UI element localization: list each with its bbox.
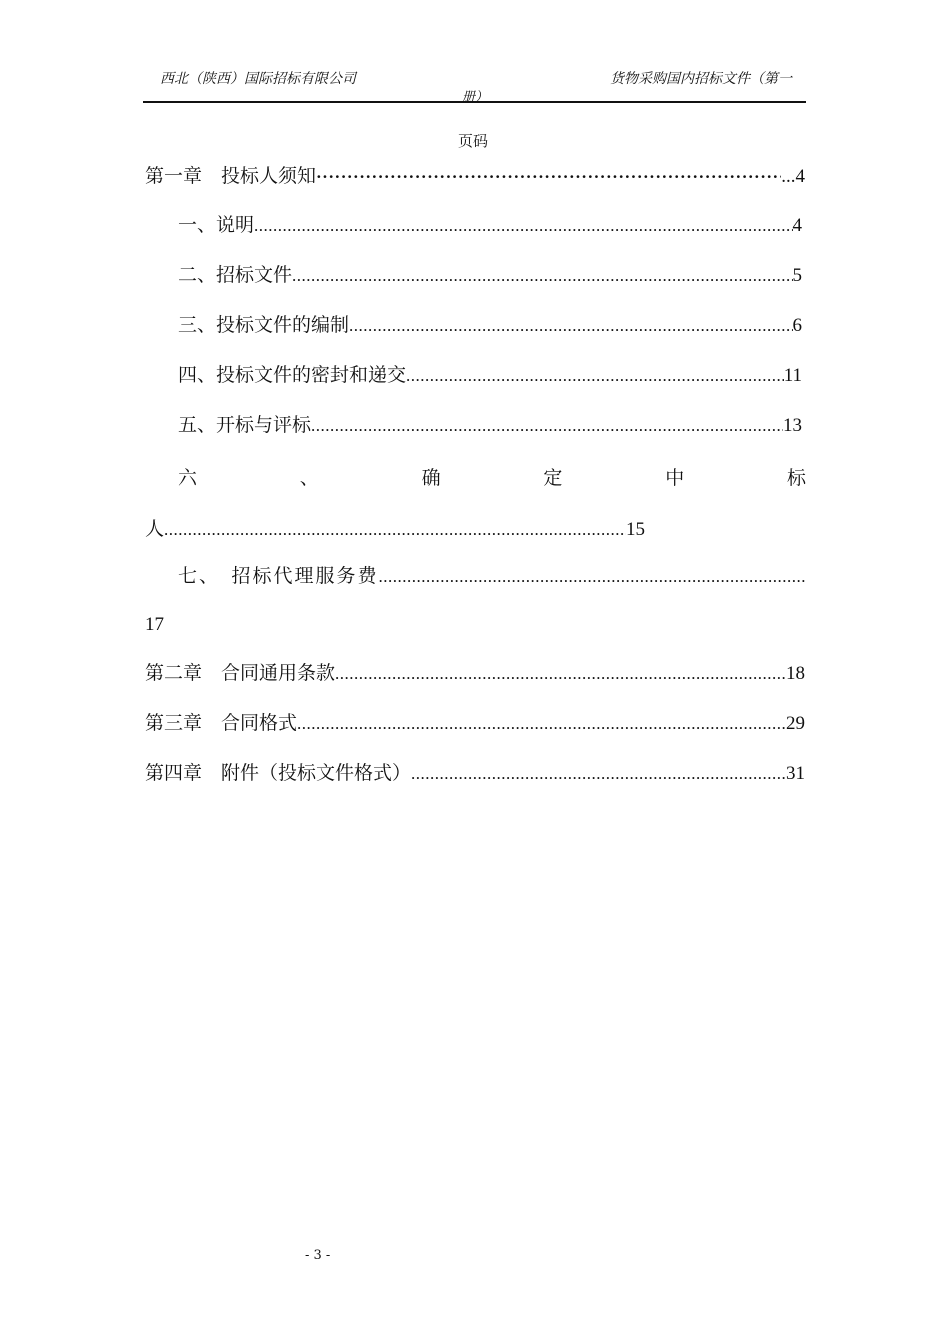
toc-entry-section-6-continuation[interactable]	[145, 514, 645, 541]
toc-entry-page: 15	[626, 519, 645, 540]
toc-entry-page: 5	[792, 265, 802, 286]
toc-entry-page: 11	[783, 365, 802, 386]
toc-leader	[297, 712, 786, 736]
toc-entry-char: 中	[665, 467, 685, 489]
toc-entry-char: 标	[786, 467, 806, 489]
toc-entry-title: 人	[145, 518, 165, 540]
page-footer-number: - 3 -	[305, 1248, 331, 1263]
toc-leader	[379, 565, 806, 589]
toc-entry-section-4[interactable]	[178, 363, 802, 388]
toc-entry-page: 17	[145, 614, 164, 635]
toc-entry-section-3[interactable]	[178, 313, 802, 338]
header-company: 西北（陕西）国际招标有限公司	[160, 71, 356, 87]
toc-entry-chapter-4[interactable]	[145, 761, 805, 786]
toc-entry-title: 第一章 投标人须知	[145, 165, 317, 187]
toc-entry-char: 确	[421, 467, 441, 489]
toc-leader	[164, 520, 626, 540]
header-document-title-wrap: 册）	[462, 90, 489, 105]
toc-entry-page: 13	[783, 415, 802, 436]
toc-leader	[316, 165, 781, 189]
toc-entry-title: 一、说明	[178, 214, 255, 236]
toc-entry-section-2[interactable]	[178, 263, 802, 288]
toc-entry-title: 四、投标文件的密封和递交	[178, 364, 407, 386]
toc-leader	[349, 314, 792, 338]
toc-entry-section-6[interactable]	[178, 463, 806, 490]
toc-entry-title: 二、招标文件	[178, 264, 293, 286]
toc-entry-title: 七、 招标代理服务费	[178, 565, 379, 587]
page-number-label: 页码	[458, 132, 489, 150]
toc-leader	[335, 662, 786, 686]
toc-entry-title: 第三章 合同格式	[145, 712, 298, 734]
toc-leader	[292, 264, 792, 288]
toc-entry-chapter-2[interactable]	[145, 661, 805, 686]
toc-entry-char: 、	[299, 467, 319, 489]
header-document-title: 货物采购国内招标文件（第一	[610, 71, 792, 87]
toc-entry-title: 第四章 附件（投标文件格式）	[145, 762, 412, 784]
toc-leader	[406, 364, 784, 388]
toc-leader	[254, 214, 792, 238]
toc-entry-title: 五、开标与评标	[178, 414, 312, 436]
toc-entry-page: 18	[786, 663, 805, 684]
toc-leader	[411, 762, 786, 786]
toc-entry-title: 三、投标文件的编制	[178, 314, 350, 336]
toc-entry-section-5[interactable]	[178, 413, 802, 438]
toc-entry-char: 定	[543, 467, 563, 489]
toc-entry-page: 6	[792, 315, 802, 336]
toc-entry-page: 4	[792, 215, 802, 236]
toc-entry-chapter-3[interactable]	[145, 711, 805, 736]
toc-entry-chapter-1[interactable]	[145, 164, 805, 189]
toc-leader	[311, 414, 783, 438]
header-rule	[143, 101, 806, 103]
toc-entry-section-1[interactable]	[178, 213, 802, 238]
toc-entry-title: 第二章 合同通用条款	[145, 662, 336, 684]
toc-entry-char: 六	[178, 467, 198, 489]
toc-entry-section-7[interactable]	[178, 564, 806, 589]
toc-entry-page: ...4	[781, 166, 805, 187]
toc-entry-page: 31	[786, 763, 805, 784]
toc-entry-page: 29	[786, 713, 805, 734]
